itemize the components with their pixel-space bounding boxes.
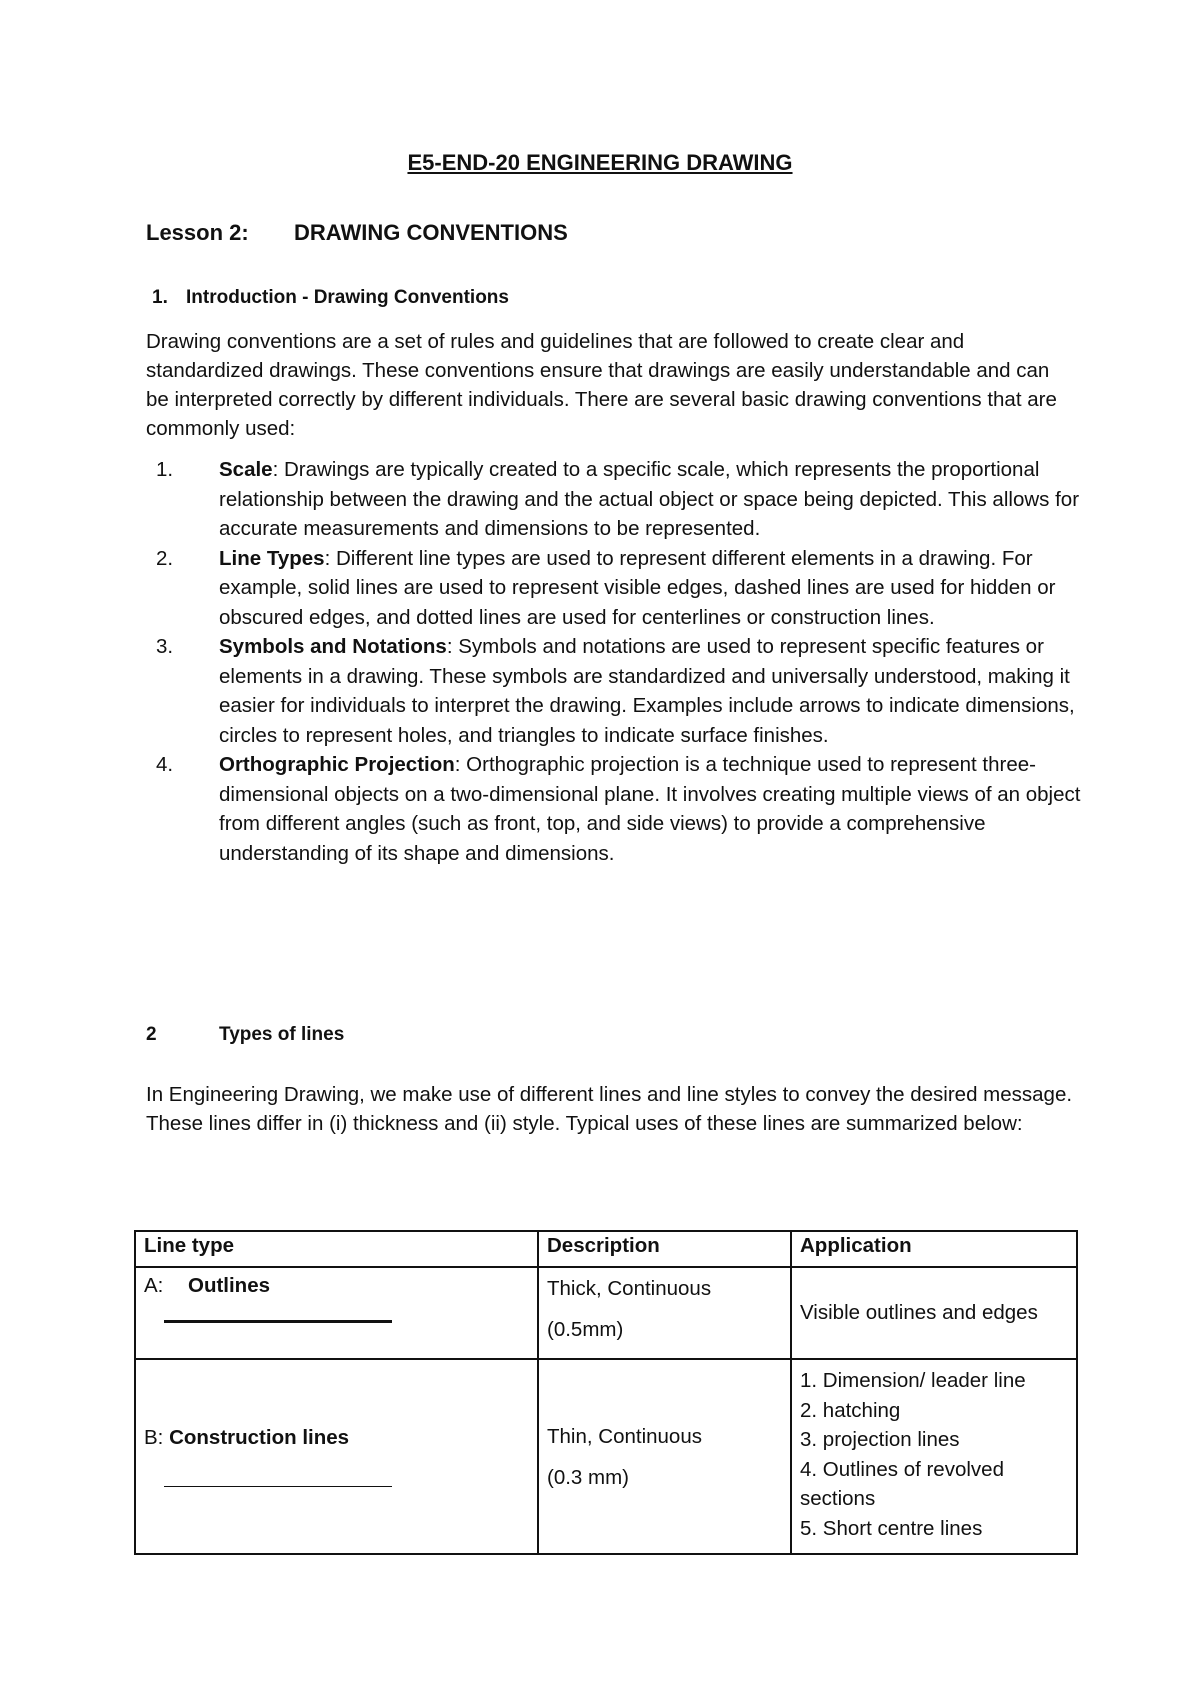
line-types-table xyxy=(134,1230,1078,1555)
convention-item xyxy=(146,632,1086,750)
table-row xyxy=(135,1267,1077,1359)
convention-index: 2. xyxy=(156,546,174,570)
application-item: 4. Outlines of revolved sections xyxy=(800,1457,1004,1510)
description-line: Thin, Continuous xyxy=(547,1424,702,1448)
convention-text: : Orthographic projection is a technique used to represent three-dimensional objects on a two-dimensional plane. It involves creating multiple views of an object from different angles (such as front, top, and side views) to provide a comprehensive understanding of its shape and dimensions. xyxy=(219,753,1081,865)
header-description: Description xyxy=(538,1231,791,1267)
document-title: E5-END-20 ENGINEERING DRAWING xyxy=(407,150,793,175)
application-item: 1. Dimension/ leader line xyxy=(800,1369,1026,1392)
application-item: 2. hatching xyxy=(800,1398,901,1422)
convention-index: 1. xyxy=(156,458,174,481)
convention-text: : Different line types are used to represent different elements in a drawing. For example, solid lines are used to represent visible edges, dashed lines are used for hidden or obscured edges, and dotted lines are used for centerlines or construction lines. xyxy=(219,546,1056,629)
application-item: 5. Short centre lines xyxy=(800,1516,983,1540)
section-1-number: 1. xyxy=(152,287,168,308)
table-row xyxy=(135,1359,1077,1554)
section-2-number: 2 xyxy=(146,1024,157,1045)
line-name: Outlines xyxy=(188,1274,271,1297)
convention-term: Symbols and Notations xyxy=(219,635,447,658)
lesson-heading xyxy=(146,220,568,246)
description-line: Thick, Continuous xyxy=(547,1277,712,1300)
section-2-title: Types of lines xyxy=(219,1024,345,1045)
convention-item xyxy=(146,750,1086,868)
line-type-cell xyxy=(135,1267,538,1359)
lesson-label: Lesson 2: xyxy=(146,220,249,245)
section-1-title: Introduction - Drawing Conventions xyxy=(186,287,509,308)
section-1-heading xyxy=(146,287,509,309)
table-header-row xyxy=(135,1231,1077,1267)
convention-index: 4. xyxy=(156,753,174,776)
convention-term: Line Types xyxy=(219,546,325,570)
convention-item xyxy=(146,544,1086,633)
line-type-cell xyxy=(135,1359,538,1554)
description-cell xyxy=(538,1267,791,1359)
convention-index: 3. xyxy=(156,635,174,658)
application-item: 3. projection lines xyxy=(800,1428,960,1451)
section-1-intro: Drawing conventions are a set of rules and guidelines that are followed to create clear and standardized drawings. These conventions ensure that drawings are easily understandable and can be interpreted correctly by different individuals. There are several basic drawing conventions that are commonly used: xyxy=(146,330,1057,440)
line-name: Construction lines xyxy=(169,1426,350,1449)
conventions-list xyxy=(146,455,1086,868)
thin-line-sample xyxy=(164,1486,392,1487)
application-item: Visible outlines and edges xyxy=(800,1301,1038,1325)
description-line: (0.5mm) xyxy=(547,1318,624,1341)
thick-line-sample xyxy=(164,1320,392,1323)
line-letter: B: xyxy=(144,1426,164,1449)
section-2-heading xyxy=(146,1024,344,1046)
application-cell xyxy=(791,1359,1077,1554)
description-cell xyxy=(538,1359,791,1554)
convention-text: : Symbols and notations are used to represent specific features or elements in a drawing. These symbols are standardized and universally understood, making it easier for individuals to interpret the drawing. Examples include arrows to indicate dimensions, circles to represent holes, and triangles to indicate surface finishes. xyxy=(219,635,1075,747)
application-cell xyxy=(791,1267,1077,1359)
line-letter: A: xyxy=(144,1274,164,1297)
description-line: (0.3 mm) xyxy=(547,1465,629,1489)
convention-item xyxy=(146,455,1086,544)
header-application: Application xyxy=(791,1231,1077,1267)
section-2-intro: In Engineering Drawing, we make use of different lines and line styles to convey the desired message. These lines differ in (i) thickness and (ii) style. Typical uses of these lines are summarized below: xyxy=(146,1083,1073,1135)
convention-term: Orthographic Projection xyxy=(219,753,455,776)
header-line-type: Line type xyxy=(135,1231,538,1267)
convention-term: Scale xyxy=(219,458,273,481)
lesson-title: DRAWING CONVENTIONS xyxy=(294,220,568,245)
convention-text: : Drawings are typically created to a specific scale, which represents the proportional relationship between the drawing and the actual object or space being depicted. This allows for accurate measurements and dimensions to be represented. xyxy=(219,458,1080,540)
